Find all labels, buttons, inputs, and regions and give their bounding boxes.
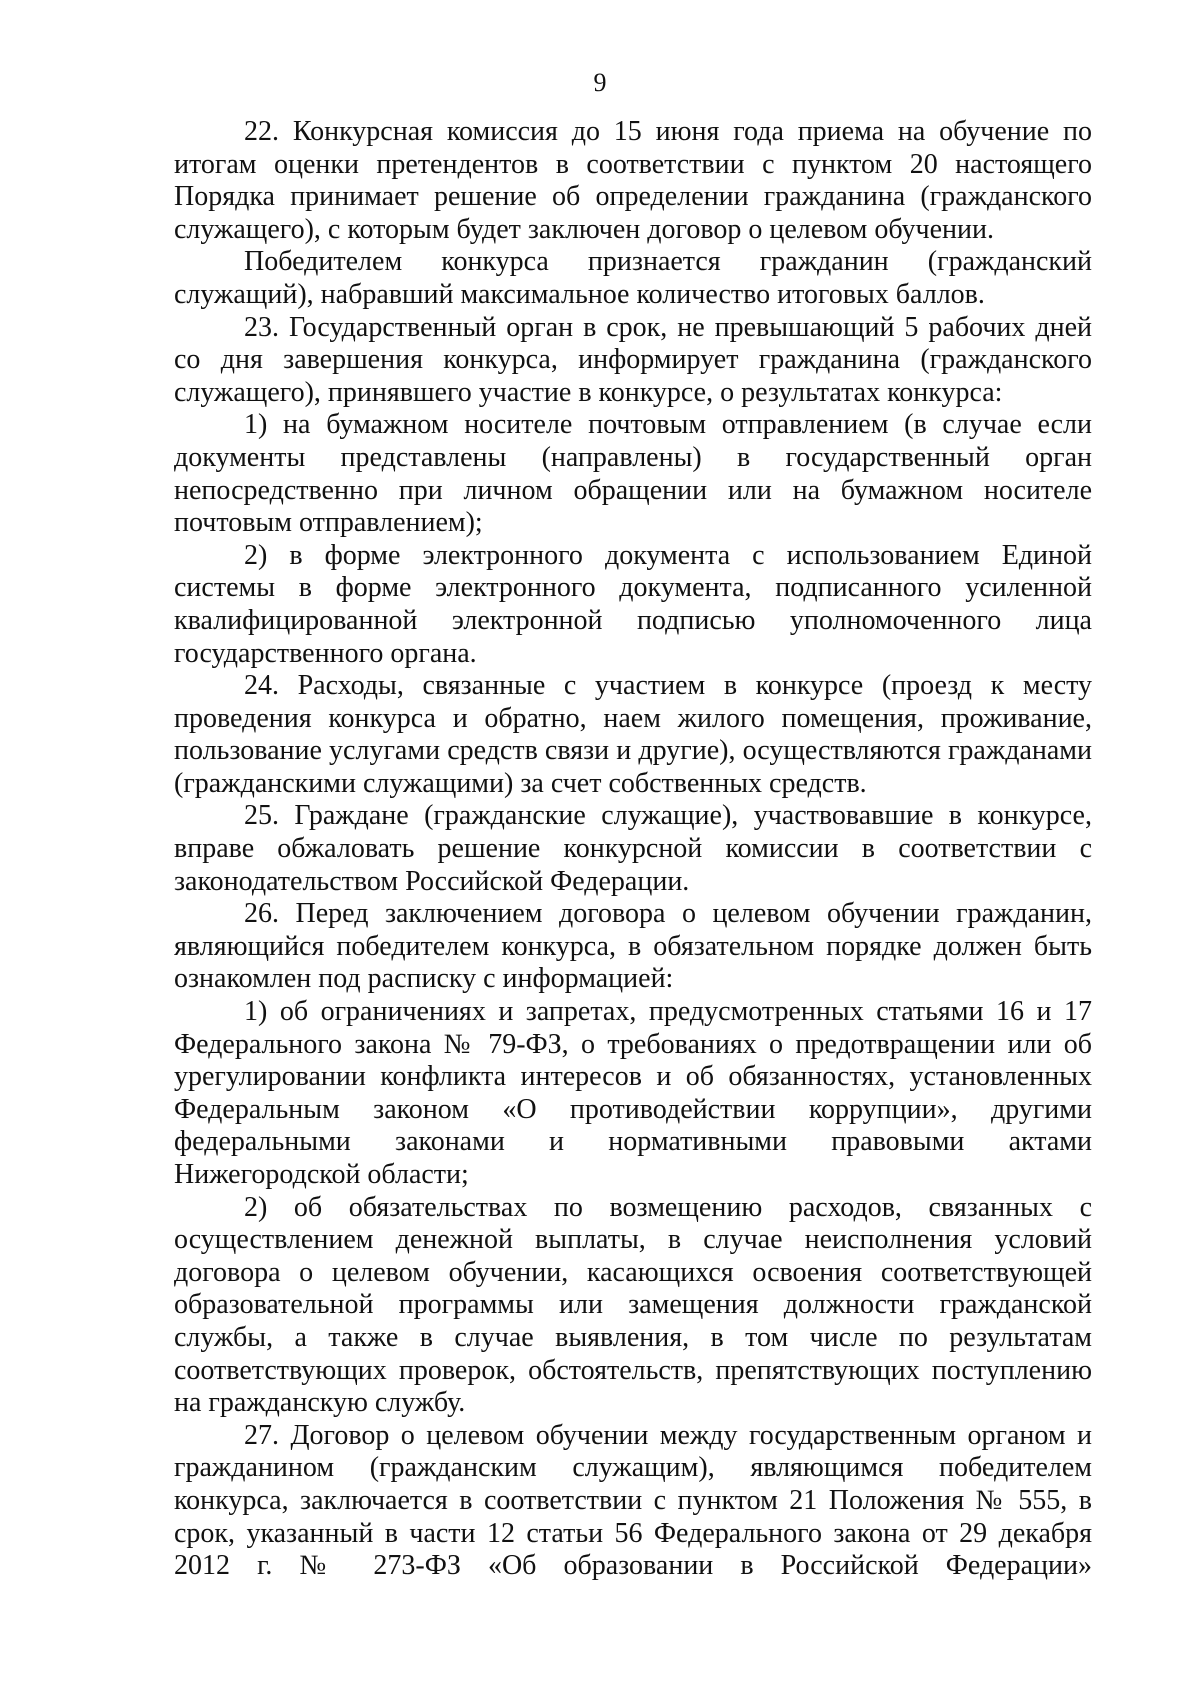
paragraph-27: 27. Договор о целевом обучении между государственным органом и гражданином (гражданским служащим), являющимся победителем конкурса, заключается в соответствии с пунктом 21 Положения № 555, в срок, указанный в части 12 статьи 56 Федерального закона от 29 декабря 2012 г. № 273-ФЗ «Об образовании в Российской Федерации»: [174, 1419, 1092, 1582]
paragraph-24: 24. Расходы, связанные с участием в конкурсе (проезд к месту проведения конкурса и обратно, наем жилого помещения, проживание, пользование услугами средств связи и другие), осуществляются гражданами (гражданскими служащими) за счет собственных средств.: [174, 670, 1092, 799]
paragraph-26-item-2: 2) об обязательствах по возмещению расходов, связанных с осуществлением денежной выплаты, в случае неисполнения условий договора о целевом обучении, касающихся освоения соответствующей образовательной программы или замещения должности гражданской службы, а также в случае выявления, в том числе по результатам соответствующих проверок, обстоятельств, препятствующих поступлению на гражданскую службу.: [174, 1191, 1092, 1419]
paragraph-winner: Победителем конкурса признается гражданин (гражданский служащий), набравший максимальное количество итоговых баллов.: [174, 246, 1092, 310]
paragraph-26-item-1: 1) об ограничениях и запретах, предусмотренных статьями 16 и 17 Федерального закона № 79-ФЗ, о требованиях о предотвращении или об урегулировании конфликта интересов и об обязанностях, установленных Федеральным законом «О противодействии коррупции», другими федеральными законами и нормативными правовыми актами Нижегородской области;: [174, 996, 1092, 1190]
paragraph-25: 25. Граждане (гражданские служащие), участвовавшие в конкурсе, вправе обжаловать решение конкурсной комиссии в соответствии с законодательством Российской Федерации.: [174, 800, 1092, 897]
paragraph-23: 23. Государственный орган в срок, не превышающий 5 рабочих дней со дня завершения конкурса, информирует гражданина (гражданского служащего), принявшего участие в конкурсе, о результатах конкурса:: [174, 311, 1092, 408]
paragraph-22: 22. Конкурсная комиссия до 15 июня года приема на обучение по итогам оценки претендентов в соответствии с пунктом 20 настоящего Порядка принимает решение об определении гражданина (гражданского служащего), с которым будет заключен договор о целевом обучении.: [174, 116, 1092, 245]
page-number: 9: [593, 68, 607, 97]
paragraph-23-item-1: 1) на бумажном носителе почтовым отправлением (в случае если документы представлены (направлены) в государственный орган непосредственно при личном обращении или на бумажном носителе почтовым отправлением);: [174, 409, 1092, 539]
document-body: [174, 116, 1092, 1583]
paragraph-23-item-2: 2) в форме электронного документа с использованием Единой системы в форме электронного документа, подписанного усиленной квалифицированной электронной подписью уполномоченного лица государственного органа.: [174, 539, 1092, 669]
paragraph-26: 26. Перед заключением договора о целевом обучении гражданин, являющийся победителем конкурса, в обязательном порядке должен быть ознакомлен под расписку с информацией:: [174, 898, 1092, 995]
